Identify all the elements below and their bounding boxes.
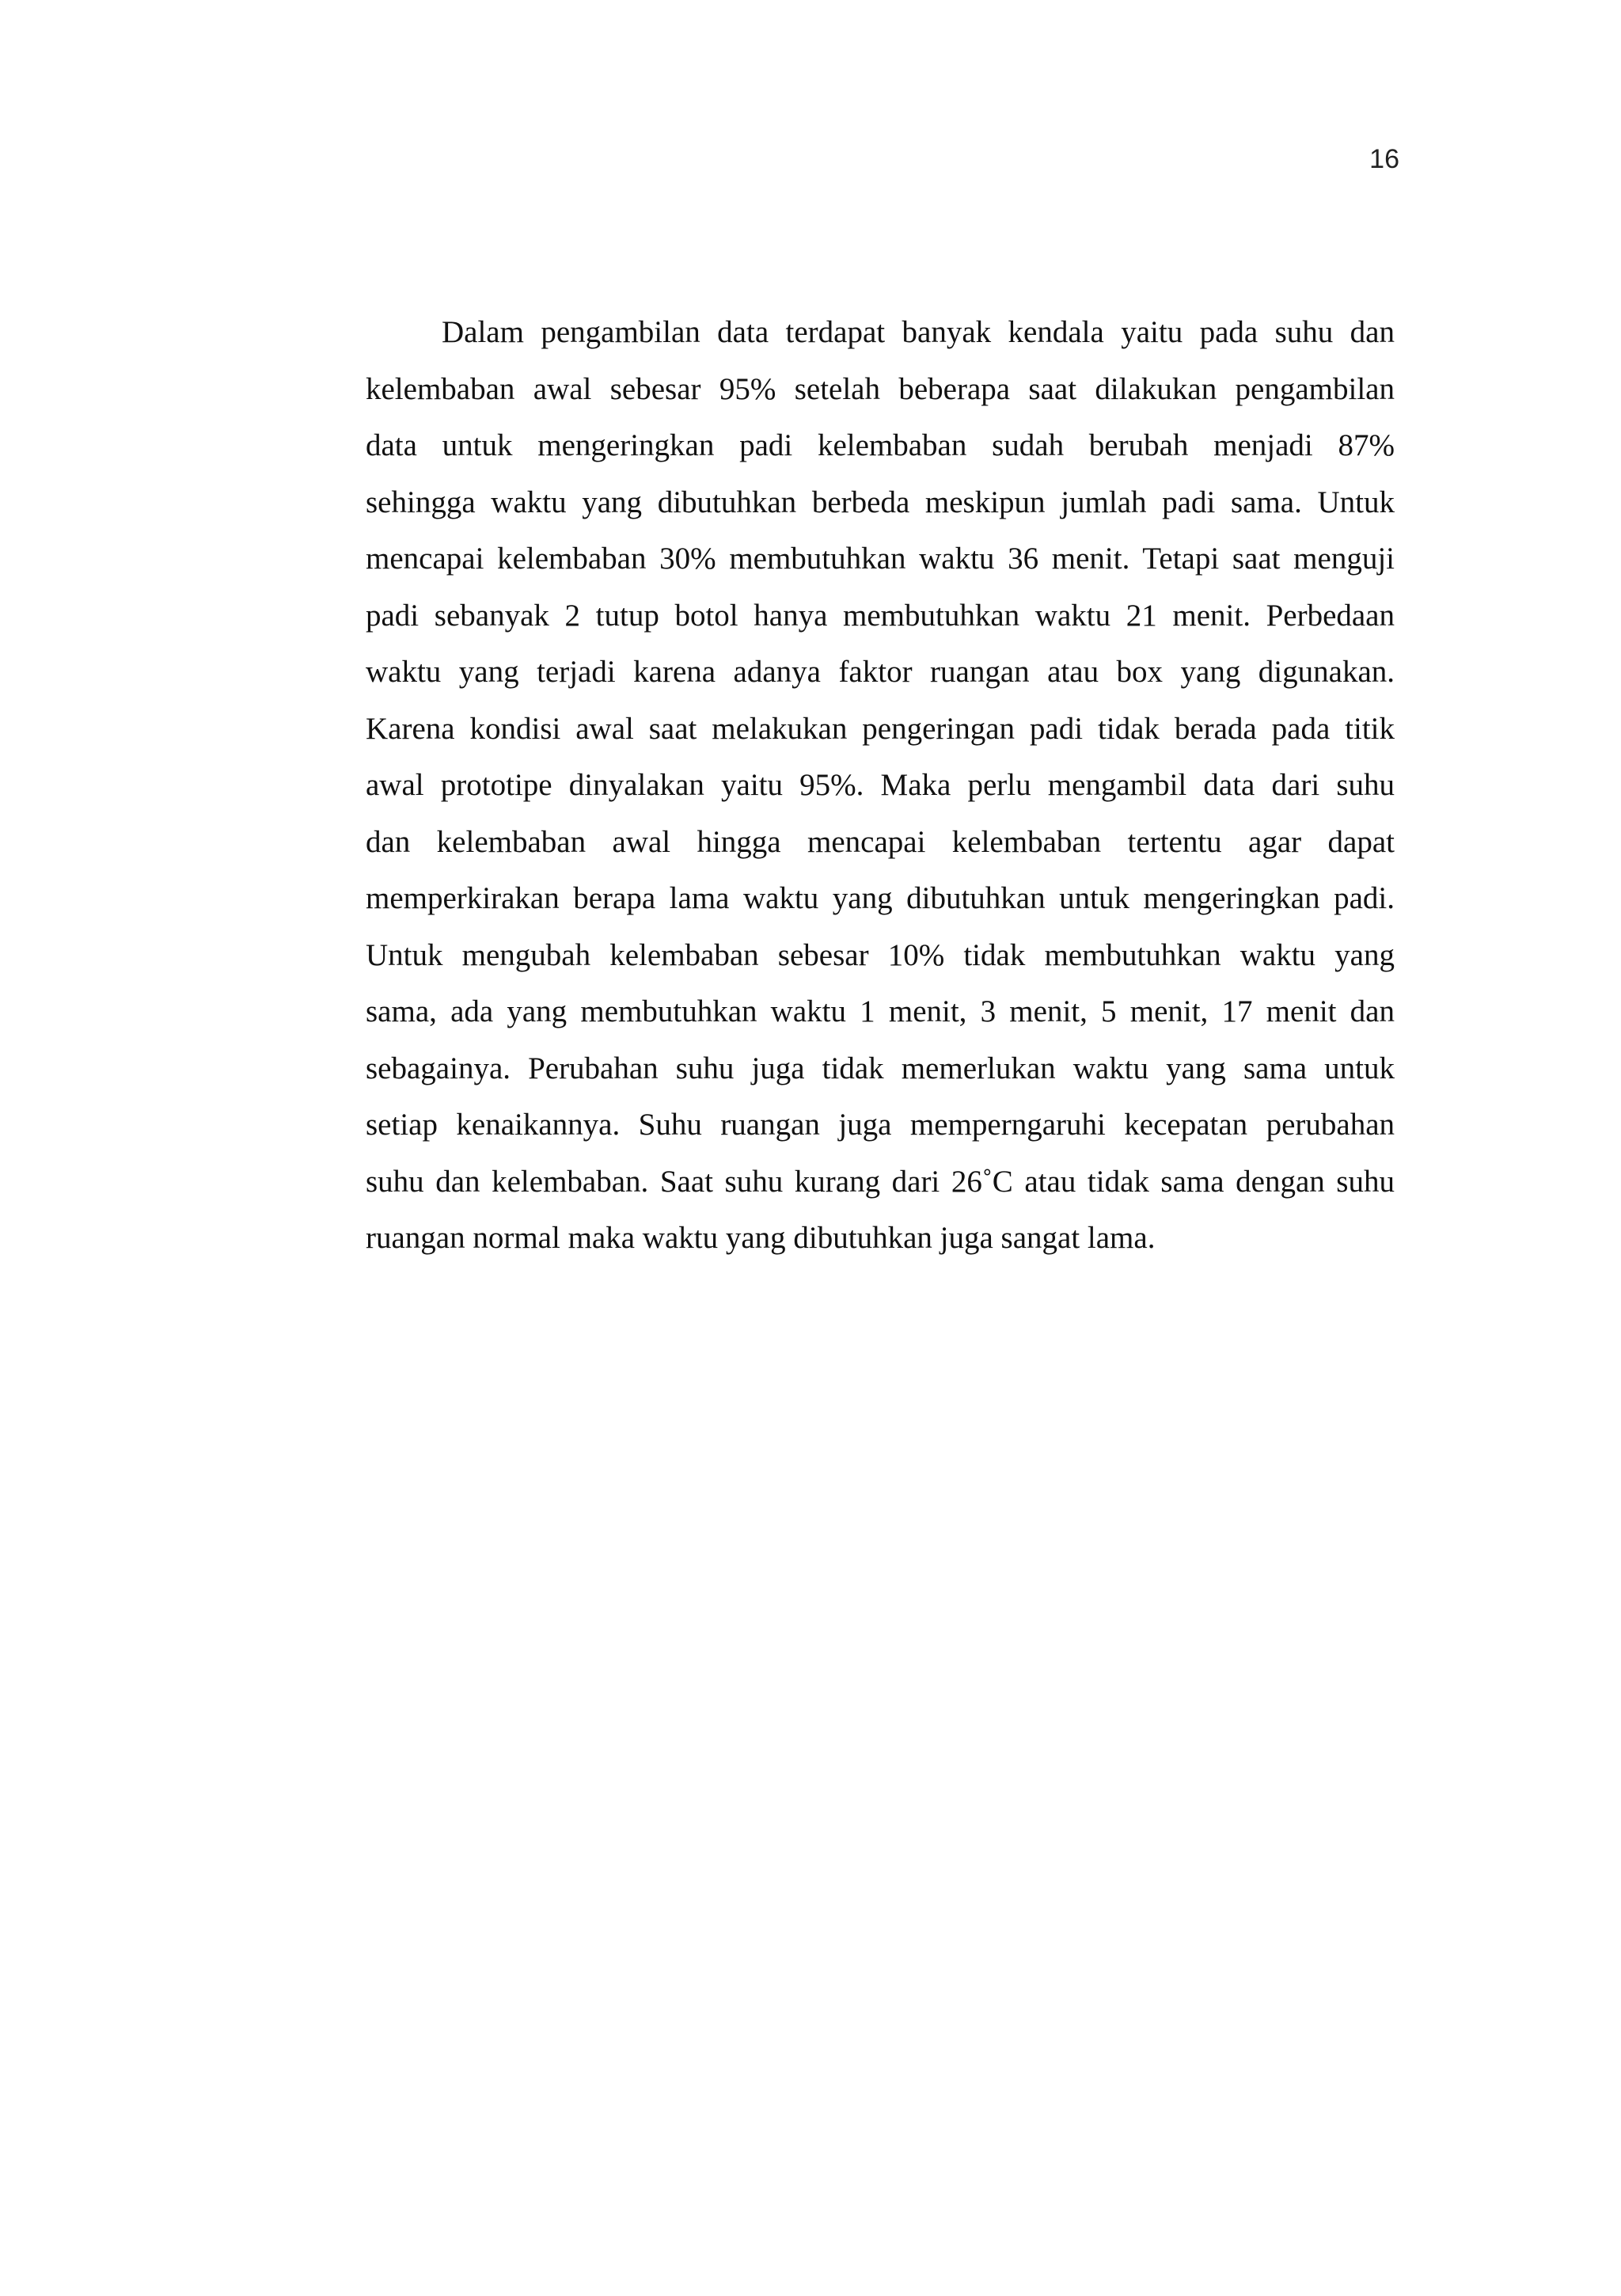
page-number: 16 [1369, 144, 1399, 174]
paragraph-line: waktu yang terjadi karena adanya faktor ruangan atau box yang digunakan. [366, 655, 1395, 689]
paragraph-line: dan kelembaban awal hingga mencapai kelembaban tertentu agar dapat [366, 824, 1395, 859]
paragraph-line: Dalam pengambilan data terdapat banyak kendala yaitu pada suhu dan [442, 315, 1395, 349]
paragraph-line: awal prototipe dinyalakan yaitu 95%. Maka perlu mengambil data dari suhu [366, 768, 1395, 802]
paragraph-line: kelembaban awal sebesar 95% setelah beberapa saat dilakukan pengambilan [366, 371, 1395, 406]
paragraph-line: sebagainya. Perubahan suhu juga tidak memerlukan waktu yang sama untuk [366, 1051, 1395, 1085]
body-paragraph [366, 304, 1395, 1267]
paragraph-line: Karena kondisi awal saat melakukan pengeringan padi tidak berada pada titik [366, 711, 1395, 746]
paragraph-line: suhu dan kelembaban. Saat suhu kurang dari 26˚C atau tidak sama dengan suhu [366, 1164, 1395, 1199]
paragraph-line: sehingga waktu yang dibutuhkan berbeda meskipun jumlah padi sama. Untuk [366, 485, 1395, 519]
paragraph-line: Untuk mengubah kelembaban sebesar 10% tidak membutuhkan waktu yang [366, 937, 1395, 972]
paragraph-line: sama, ada yang membutuhkan waktu 1 menit, 3 menit, 5 menit, 17 menit dan [366, 994, 1395, 1028]
paragraph-line: ruangan normal maka waktu yang dibutuhkan juga sangat lama. [366, 1221, 1156, 1255]
paragraph-line: memperkirakan berapa lama waktu yang dibutuhkan untuk mengeringkan padi. [366, 881, 1395, 915]
paragraph-line: padi sebanyak 2 tutup botol hanya membutuhkan waktu 21 menit. Perbedaan [366, 598, 1395, 633]
paragraph-line: setiap kenaikannya. Suhu ruangan juga memperngaruhi kecepatan perubahan [366, 1108, 1395, 1142]
paragraph-line: data untuk mengeringkan padi kelembaban sudah berubah menjadi 87% [366, 428, 1395, 462]
paragraph-line: mencapai kelembaban 30% membutuhkan waktu 36 menit. Tetapi saat menguji [366, 542, 1395, 576]
